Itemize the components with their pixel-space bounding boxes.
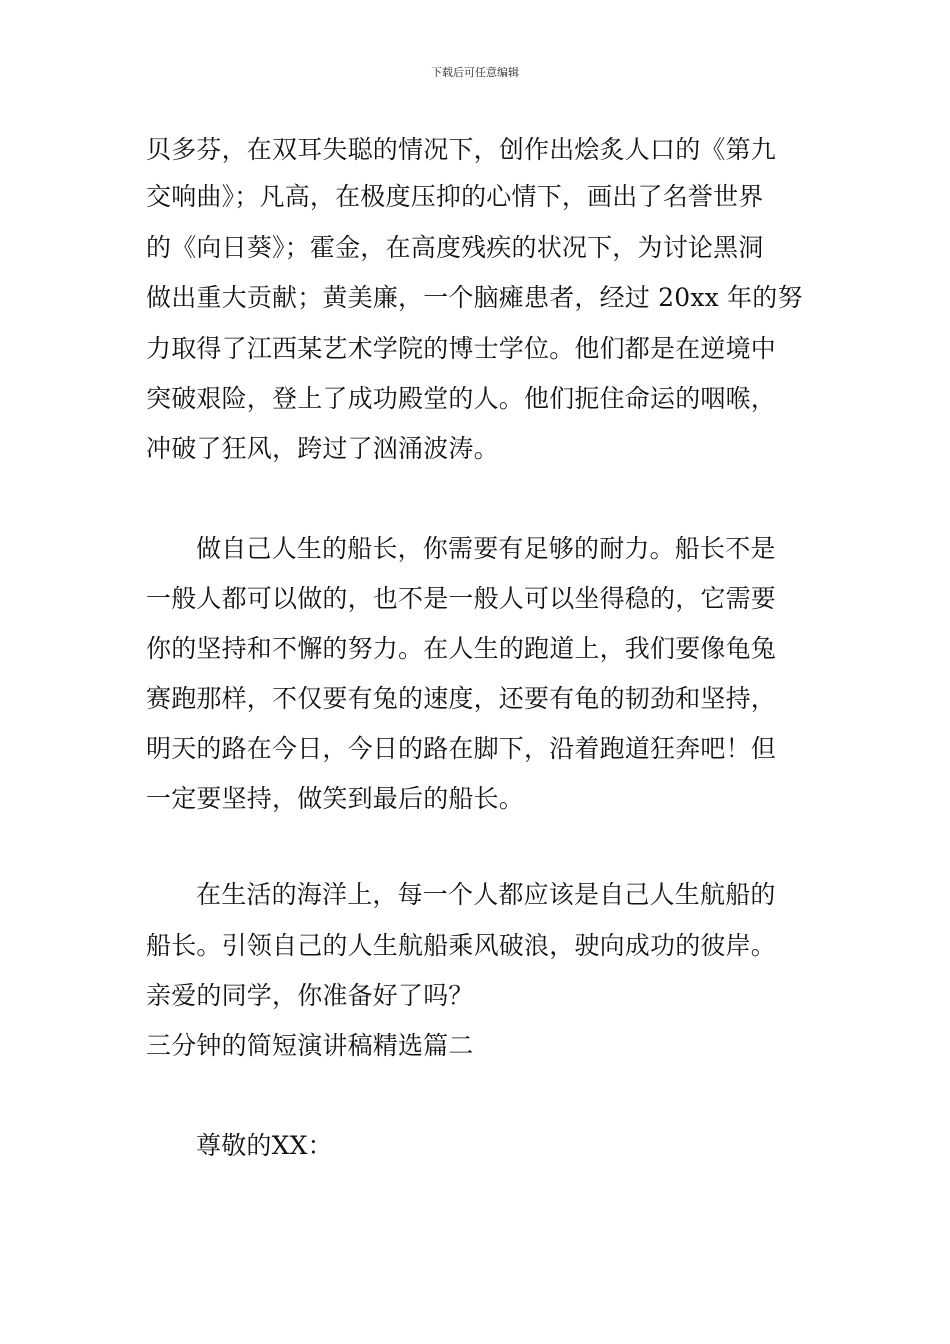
text-line: 明天的路在今日，今日的路在脚下，沿着跑道狂奔吧！但 (146, 734, 777, 763)
text-line: 冲破了狂风，跨过了汹涌波涛。 (146, 434, 499, 463)
text-line: 在生活的海洋上，每一个人都应该是自己人生航船的 (196, 880, 776, 909)
text-line: 做出重大贡献；黄美廉，一个脑瘫患者，经过 20xx 年的努 (146, 283, 803, 312)
text-line: 亲爱的同学，你准备好了吗？ (146, 981, 474, 1010)
text-line: 赛跑那样，不仅要有兔的速度，还要有龟的韧劲和坚持， (146, 684, 777, 713)
text-line: 交响曲》；凡高，在极度压抑的心情下，画出了名誉世界 (146, 182, 764, 211)
text-line: 的《向日葵》；霍金，在高度残疾的状况下，为讨论黑洞 (146, 233, 764, 262)
section-heading: 三分钟的简短演讲稿精选篇二 (146, 1031, 474, 1060)
salutation: 尊敬的XX： (196, 1131, 333, 1160)
text-line: 船长。引领自己的人生航船乘风破浪，驶向成功的彼岸。 (146, 931, 777, 960)
text-line: 一般人都可以做的，也不是一般人可以坐得稳的，它需要 (146, 584, 777, 613)
text-line: 贝多芬，在双耳失聪的情况下，创作出烩炙人口的《第九 (146, 135, 777, 164)
text-line: 力取得了江西某艺术学院的博士学位。他们都是在逆境中 (146, 334, 777, 363)
text-line: 一定要坚持，做笑到最后的船长。 (146, 784, 525, 813)
text-line: 做自己人生的船长，你需要有足够的耐力。船长不是 (196, 534, 776, 563)
text-line: 突破艰险，登上了成功殿堂的人。他们扼住命运的咽喉， (146, 384, 777, 413)
text-line: 你的坚持和不懈的努力。在人生的跑道上，我们要像龟兔 (146, 634, 777, 663)
page-header-note: 下载后可任意编辑 (431, 66, 519, 79)
